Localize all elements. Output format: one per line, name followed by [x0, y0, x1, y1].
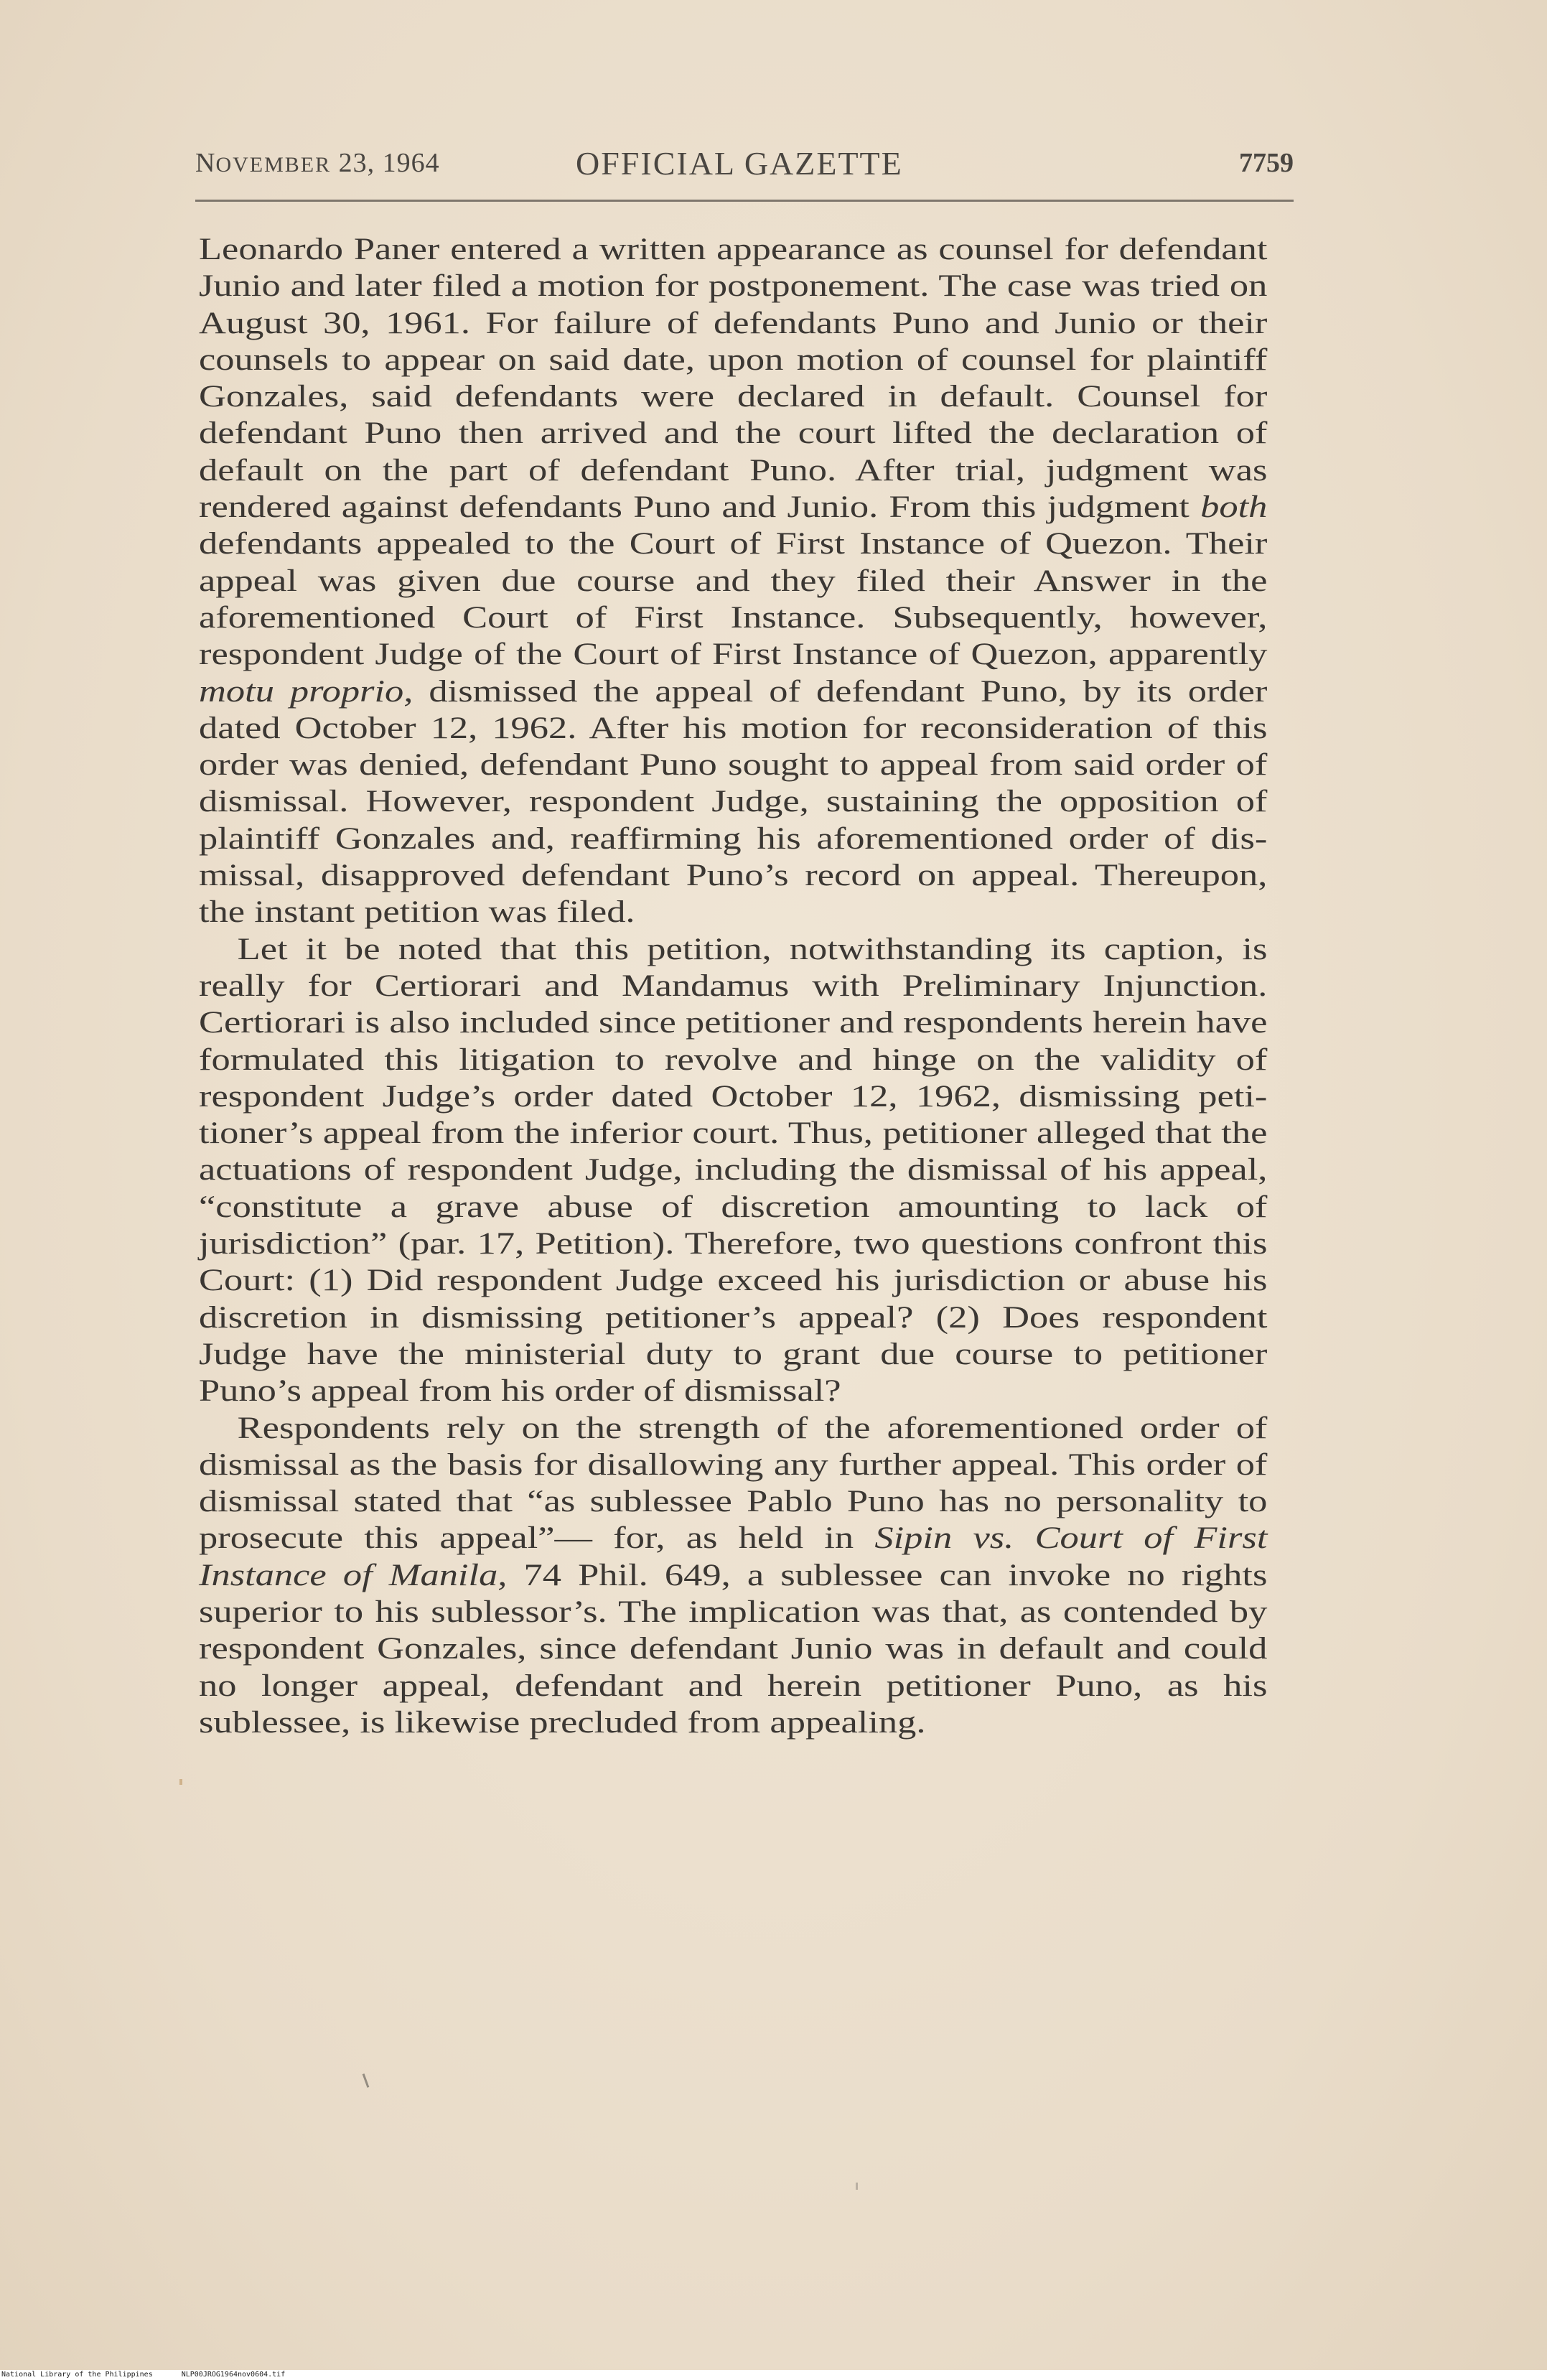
paragraph-1-emphasis-both: both: [1200, 490, 1268, 525]
paragraph-2: Let it be noted that this petition, notwithstanding its caption, is really for Certiorari and Mandamus with Preliminary Injunction. Certiorari is also included since petitioner and respondents herein have formulated this litigation to revolve and hinge on the validity of respondent Judge’s order dated October 12, 1962, dismissing petitioner’s appeal from the inferior court. Thus, petitioner alleged that the actuations of respondent Judge, including the dismissal of his appeal, “constitute a grave abuse of discretion amounting to lack of jurisdiction” (par. 17, Petition). Therefore, two questions confront this Court: (1) Did respondent Judge exceed his jurisdiction or abuse his discretion in dismissing petitioner’s appeal? (2) Does respondent Judge have the ministerial duty to grant due course to petitioner Puno’s appeal from his order of dismissal?: [199, 932, 1268, 1409]
paragraph-3: [199, 1410, 1267, 1742]
header-rule: [195, 200, 1294, 202]
ink-mark: [856, 2183, 858, 2190]
paragraph-3-text-b: 74 Phil. 649, a sublessee can invoke no rights superior to his sublessor’s. The implication was that, as contended by respondent Gonzales, since defendant Junio was in default and could no longer appeal, defendant and herein petitioner Puno, as his sublessee, is likewise precluded from appealing.: [199, 1558, 1268, 1740]
paragraph-3-case-citation: Sipin vs. Court of First Instance of Manila,: [199, 1521, 1268, 1592]
issue-date-month: OVEMBER: [215, 153, 332, 177]
body-text: [199, 231, 1267, 1741]
paragraph-1-emphasis-motu-proprio: motu proprio,: [199, 674, 413, 709]
issue-date-numbers: 23, 1964: [338, 148, 440, 178]
paragraph-1-text-c: dismissed the appeal of defendant Puno, by its order dated October 12, 1962. After his motion for reconsideration of this order was denied, defendant Puno sought to appeal from said order of dismissal. However, respondent Judge, sustaining the opposition of plaintiff Gonzales and, reaffirming his aforementioned order of dismissal, disapproved defendant Puno’s record on appeal. Thereupon, the instant petition was filed.: [199, 674, 1268, 930]
footer-library: National Library of the Philippines: [1, 2371, 153, 2379]
footer-file-code: NLP00JROG1964nov0604.tif: [181, 2371, 286, 2379]
page-number: 7759: [1239, 148, 1294, 178]
issue-date-initial: N: [195, 148, 216, 178]
publication-title: OFFICIAL GAZETTE: [576, 145, 903, 182]
ink-mark: [363, 2073, 370, 2088]
paragraph-1: [199, 231, 1267, 931]
issue-date: [195, 147, 440, 179]
paragraph-1-text-b: defendants appealed to the Court of First Instance of Quezon. Their appeal was given due course and they filed their Answer in the aforementioned Court of First Instance. Subsequently, however, respondent Judge of the Court of First Instance of Quezon, apparently: [199, 527, 1268, 672]
paragraph-1-text-a: Leonardo Paner entered a written appearance as counsel for defendant Junio and later filed a motion for postponement. The case was tried on August 30, 1961. For failure of defendants Puno and Junio or their counsels to appear on said date, upon motion of counsel for plaintiff Gonzales, said defendants were declared in default. Counsel for defendant Puno then arrived and the court lifted the declaration of default on the part of defendant Puno. After trial, judgment was rendered against defendants Puno and Junio. From this judgment: [199, 233, 1268, 525]
paper-speck: [179, 1779, 182, 1785]
scan-footer: [0, 2370, 1547, 2380]
paragraph-3-text-a: Respondents rely on the strength of the aforementioned order of dismissal as the basis for disallowing any further appeal. This order of dismissal stated that “as sublessee Pablo Puno has no personality to prosecute this appeal”— for, as held in: [199, 1411, 1268, 1556]
running-header: [195, 147, 1294, 190]
